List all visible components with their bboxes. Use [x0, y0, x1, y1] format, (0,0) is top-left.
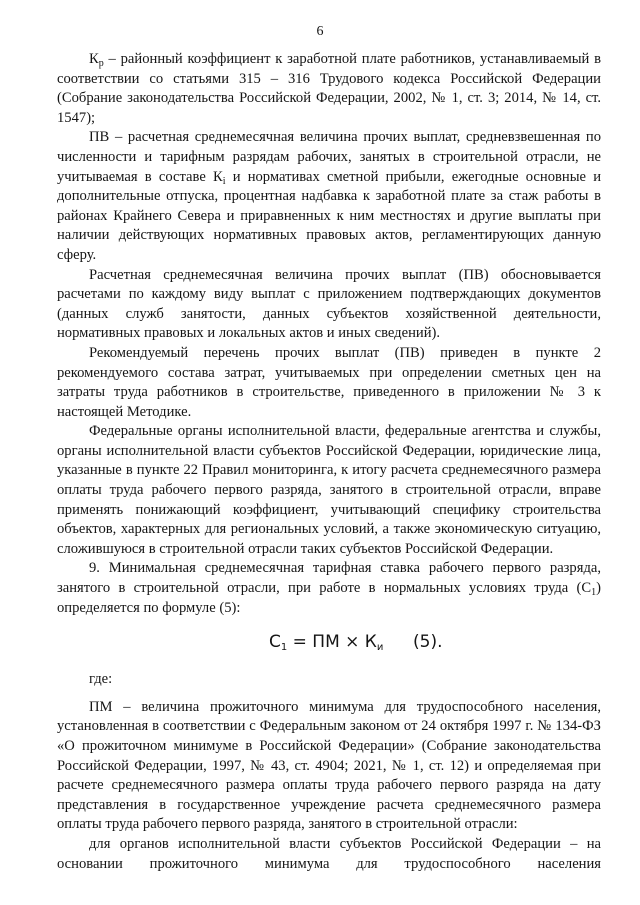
- document-body: [57, 50, 601, 874]
- paragraph-pm-definition: ПМ – величина прожиточного минимума для трудоспособного населения, установленная в соответствии с Федеральным законом от 24 октября 1997 г. № 134-ФЗ «О прожиточном минимуме в Российской Федерации» (Собрание законодательства Российской Федерации, 1997, № 43, ст. 4904; 2021, № 1, ст. 12) и определяемая при расчете среднемесячного размера оплаты труда рабочего первого разряда на дату представления в государственное учреждение расчета среднемесячного размера оплаты труда рабочего первого разряда, занятого в строительной отрасли:: [57, 698, 601, 833]
- paragraph-recommended-list: Рекомендуемый перечень прочих выплат (ПВ) приведен в пункте 2 рекомендуемого состава затрат, учитываемых при определении сметных цен на затраты труда работников в строительстве, приведенного в приложении № 3 к настоящей Методике.: [57, 344, 601, 420]
- formula-number: (5).: [413, 632, 443, 653]
- formula-5: [57, 618, 601, 670]
- paragraph-regional-organs: для органов исполнительной власти субъектов Российской Федерации – на основании прожиточного минимума для трудоспособного населения: [57, 835, 601, 872]
- formula-expression: $С_1$ = ПМ × $К_и$: [269, 632, 384, 654]
- paragraph-federal-organs: Федеральные органы исполнительной власти, федеральные агентства и службы, органы исполнительной власти субъектов Российской Федерации, юридические лица, указанные в пункте 22 Правил мониторинга, к итогу расчета среднемесячного размера оплаты труда рабочего первого разряда, занятого в строительной отрасли, вправе применять понижающий коэффициент, учитывающий специфику строительства объектов, характерных для региональных условий, а также экономическую ситуацию, сложившуюся в строительной отрасли таких субъектов Российской Федерации.: [57, 423, 601, 557]
- paragraph-pv-definition: ПВ – расчетная среднемесячная величина прочих выплат, средневзвешенная по численности и тарифным разрядам рабочих, занятых в строительной отрасли, не учитываемая в составе $К_i$ и нормативах сметной прибыли, ежегодные основные и дополнительные отпуска, процентная надбавка к заработной плате за стаж работы в районах Крайнего Севера и приравненных к ним местностях и другие выплаты при наличии действующих нормативных правовых актов, регламентирующих данную сферу.: [57, 129, 601, 263]
- where-label: где:: [89, 671, 113, 688]
- paragraph-item-9: 9. Минимальная среднемесячная тарифная ставка рабочего первого разряда, занятого в строительной отрасли, при работе в нормальных условиях труда $(С_1)$ определяется по формуле (5):: [57, 560, 601, 616]
- paragraph-kp-definition: $К_р$ – районный коэффициент к заработной плате работников, устанавливаемый в соответствии со статьями 315 – 316 Трудового кодекса Российской Федерации (Собрание законодательства Российской Федерации, 2002, № 1, ст. 3; 2014, № 14, ст. 1547);: [57, 51, 601, 126]
- page-number: 6: [316, 24, 324, 39]
- paragraph-pv-justification: Расчетная среднемесячная величина прочих выплат (ПВ) обосновывается расчетами по каждому виду выплат с приложением подтверждающих документов (данных служб занятости, данных субъектов хозяйственной деятельности, нормативных правовых и локальных актов и иных сведений).: [57, 266, 601, 342]
